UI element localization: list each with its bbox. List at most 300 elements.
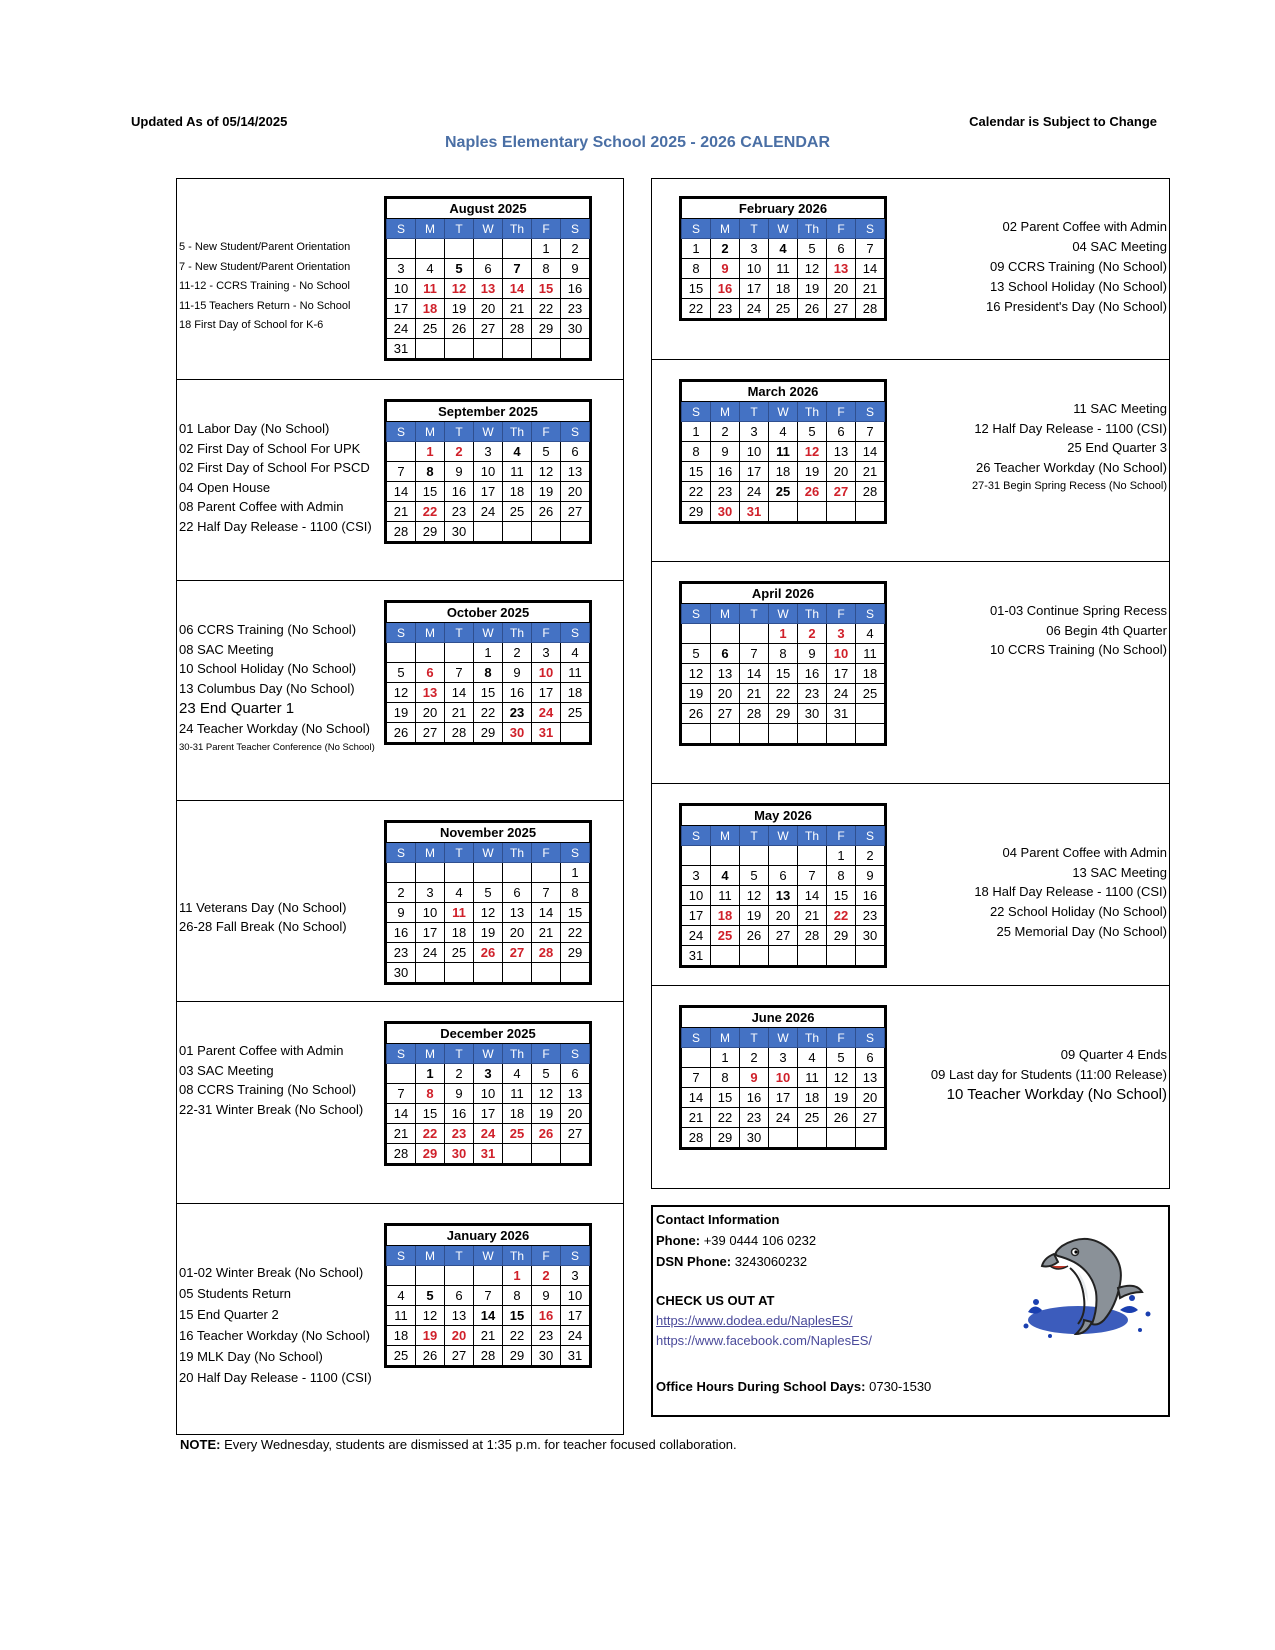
- weekday-header: M: [711, 826, 740, 846]
- section-january: [177, 1204, 623, 1434]
- day-cell: 20: [827, 279, 856, 299]
- day-cell: 2: [856, 846, 885, 866]
- day-cell: 11: [711, 886, 740, 906]
- day-cell: 12: [416, 1306, 445, 1326]
- note-text: Every Wednesday, students are dismissed at 1:35 p.m. for teacher focused collaboration.: [224, 1437, 737, 1452]
- empty-cell: [740, 624, 769, 644]
- weekday-header: S: [856, 604, 885, 624]
- day-cell: 19: [532, 1104, 561, 1124]
- empty-cell: [561, 339, 590, 359]
- dodea-link[interactable]: https://www.dodea.edu/NaplesES/: [656, 1313, 853, 1328]
- day-cell: 23: [503, 703, 532, 723]
- empty-cell: [445, 643, 474, 663]
- events-apr: [990, 601, 1167, 660]
- day-cell: 7: [387, 1084, 416, 1104]
- updated-date: Updated As of 05/14/2025: [131, 114, 288, 129]
- weekday-header: M: [416, 1246, 445, 1266]
- weekday-header: T: [445, 843, 474, 863]
- day-cell: 28: [532, 943, 561, 963]
- day-cell: 6: [445, 1286, 474, 1306]
- day-cell: 18: [503, 1104, 532, 1124]
- day-cell: 17: [769, 1088, 798, 1108]
- day-cell: 29: [474, 723, 503, 743]
- weekday-header: W: [474, 422, 503, 442]
- empty-cell: [798, 846, 827, 866]
- day-cell: 9: [711, 442, 740, 462]
- day-cell: 3: [416, 883, 445, 903]
- events-may: [974, 843, 1167, 942]
- day-cell: 30: [561, 319, 590, 339]
- weekday-header: S: [561, 623, 590, 643]
- weekday-header: M: [711, 604, 740, 624]
- day-cell: 13: [856, 1068, 885, 1088]
- day-cell: 17: [387, 299, 416, 319]
- day-cell: 27: [561, 502, 590, 522]
- event-item: 22-31 Winter Break (No School): [179, 1101, 364, 1117]
- empty-cell: [474, 239, 503, 259]
- event-item: 03 SAC Meeting: [179, 1062, 274, 1078]
- dolphin-mascot-icon: [1020, 1232, 1160, 1347]
- empty-cell: [711, 724, 740, 744]
- weekday-header: F: [532, 843, 561, 863]
- calendar-grid: [681, 381, 885, 522]
- day-cell: 14: [503, 279, 532, 299]
- day-cell: 30: [711, 502, 740, 522]
- day-cell: 20: [503, 923, 532, 943]
- day-cell: 19: [532, 482, 561, 502]
- day-cell: 21: [445, 703, 474, 723]
- weekday-header: Th: [503, 1044, 532, 1064]
- weekday-header: W: [769, 604, 798, 624]
- day-cell: 20: [445, 1326, 474, 1346]
- event-item: 08 CCRS Training (No School): [179, 1082, 357, 1098]
- day-cell: 8: [416, 1084, 445, 1104]
- event-item: 22 Half Day Release - 1100 (CSI): [179, 518, 372, 534]
- empty-cell: [503, 339, 532, 359]
- weekday-header: F: [827, 1028, 856, 1048]
- day-cell: 10: [387, 279, 416, 299]
- day-cell: 9: [561, 259, 590, 279]
- day-cell: 8: [474, 663, 503, 683]
- event-item: 11 SAC Meeting: [1073, 401, 1167, 416]
- empty-cell: [856, 502, 885, 522]
- day-cell: 30: [503, 723, 532, 743]
- event-item: 18 First Day of School for K-6: [179, 319, 324, 331]
- calendar-grid: [681, 1007, 885, 1148]
- empty-cell: [827, 946, 856, 966]
- weekday-header: F: [532, 1246, 561, 1266]
- day-cell: 12: [798, 442, 827, 462]
- month-name: March 2026: [682, 382, 885, 402]
- day-cell: 4: [387, 1286, 416, 1306]
- weekday-header: M: [711, 1028, 740, 1048]
- weekday-header: T: [445, 422, 474, 442]
- day-cell: 22: [416, 1124, 445, 1144]
- event-item: 01-02 Winter Break (No School): [179, 1265, 364, 1280]
- day-cell: 11: [769, 442, 798, 462]
- empty-cell: [416, 643, 445, 663]
- event-item: 08 SAC Meeting: [179, 641, 274, 657]
- calendar-grid: [386, 822, 590, 983]
- weekday-header: S: [387, 843, 416, 863]
- day-cell: 12: [798, 259, 827, 279]
- month-name: May 2026: [682, 806, 885, 826]
- weekday-header: S: [387, 422, 416, 442]
- day-cell: 1: [827, 846, 856, 866]
- day-cell: 11: [561, 663, 590, 683]
- empty-cell: [416, 339, 445, 359]
- day-cell: 23: [532, 1326, 561, 1346]
- day-cell: 8: [769, 644, 798, 664]
- event-item: 27-31 Begin Spring Recess (No School): [971, 480, 1167, 493]
- day-cell: 19: [798, 462, 827, 482]
- event-item: 11-15 Teachers Return - No School: [179, 299, 351, 312]
- day-cell: 7: [740, 644, 769, 664]
- day-cell: 28: [856, 482, 885, 502]
- day-cell: 27: [416, 723, 445, 743]
- event-item: 04 Open House: [179, 479, 271, 495]
- day-cell: 21: [740, 684, 769, 704]
- day-cell: 30: [798, 704, 827, 724]
- weekday-header: T: [445, 1044, 474, 1064]
- weekday-header: Th: [798, 402, 827, 422]
- event-item: 16 President's Day (No School): [986, 299, 1167, 314]
- day-cell: 28: [682, 1128, 711, 1148]
- day-cell: 27: [503, 943, 532, 963]
- day-cell: 21: [856, 462, 885, 482]
- day-cell: 3: [769, 1048, 798, 1068]
- day-cell: 24: [532, 703, 561, 723]
- empty-cell: [561, 522, 590, 542]
- day-cell: 6: [827, 422, 856, 442]
- event-item: 25 Memorial Day (No School): [996, 923, 1167, 939]
- event-item: 7 - New Student/Parent Orientation: [179, 260, 351, 273]
- event-item: 10 CCRS Training (No School): [989, 642, 1167, 658]
- day-cell: 25: [769, 299, 798, 319]
- day-cell: 21: [532, 923, 561, 943]
- facebook-link[interactable]: https://www.facebook.com/NaplesES/: [656, 1333, 873, 1348]
- events-aug: [179, 238, 350, 336]
- day-cell: 17: [474, 1104, 503, 1124]
- day-cell: 11: [856, 644, 885, 664]
- day-cell: 11: [416, 279, 445, 299]
- day-cell: 9: [532, 1286, 561, 1306]
- day-cell: 16: [387, 923, 416, 943]
- day-cell: 30: [740, 1128, 769, 1148]
- day-cell: 8: [711, 1068, 740, 1088]
- empty-cell: [682, 846, 711, 866]
- empty-cell: [387, 442, 416, 462]
- day-cell: 24: [740, 482, 769, 502]
- weekday-header: S: [682, 1028, 711, 1048]
- day-cell: 1: [474, 643, 503, 663]
- day-cell: 24: [682, 926, 711, 946]
- day-cell: 16: [532, 1306, 561, 1326]
- day-cell: 27: [769, 926, 798, 946]
- day-cell: 15: [682, 279, 711, 299]
- event-item: 09 Last day for Students (11:00 Release): [930, 1067, 1167, 1082]
- day-cell: 5: [798, 422, 827, 442]
- weekday-header: T: [740, 604, 769, 624]
- empty-cell: [532, 863, 561, 883]
- weekday-header: S: [561, 843, 590, 863]
- calendar-sep: [384, 399, 592, 544]
- weekday-header: S: [387, 623, 416, 643]
- event-item: 02 First Day of School For UPK: [179, 440, 361, 456]
- day-cell: 6: [416, 663, 445, 683]
- day-cell: 3: [532, 643, 561, 663]
- event-item: 26 Teacher Workday (No School): [975, 459, 1167, 475]
- empty-cell: [445, 863, 474, 883]
- section-april: [652, 562, 1169, 784]
- event-item: 10 School Holiday (No School): [179, 661, 357, 677]
- day-cell: 10: [416, 903, 445, 923]
- day-cell: 23: [711, 299, 740, 319]
- section-september: [177, 380, 623, 581]
- empty-cell: [827, 724, 856, 744]
- day-cell: 25: [798, 1108, 827, 1128]
- calendar-oct: [384, 600, 592, 745]
- day-cell: 1: [503, 1266, 532, 1286]
- weekday-header: F: [532, 422, 561, 442]
- empty-cell: [740, 846, 769, 866]
- day-cell: 12: [445, 279, 474, 299]
- day-cell: 27: [474, 319, 503, 339]
- event-item: 20 Half Day Release - 1100 (CSI): [179, 1370, 372, 1385]
- day-cell: 19: [474, 923, 503, 943]
- dodea-link-row: [656, 1313, 853, 1328]
- day-cell: 14: [798, 886, 827, 906]
- day-cell: 5: [740, 866, 769, 886]
- day-cell: 4: [503, 442, 532, 462]
- weekday-header: T: [740, 402, 769, 422]
- month-name: June 2026: [682, 1008, 885, 1028]
- day-cell: 25: [769, 482, 798, 502]
- day-cell: 1: [711, 1048, 740, 1068]
- event-item: 04 Parent Coffee with Admin: [1002, 845, 1167, 860]
- weekday-header: F: [532, 623, 561, 643]
- month-name: August 2025: [387, 199, 590, 219]
- event-item: 22 School Holiday (No School): [989, 904, 1167, 920]
- office-hours-label: Office Hours During School Days:: [656, 1379, 866, 1394]
- day-cell: 14: [532, 903, 561, 923]
- day-cell: 21: [387, 502, 416, 522]
- calendar-feb: [679, 196, 887, 321]
- event-item: 04 SAC Meeting: [1072, 239, 1167, 254]
- day-cell: 18: [769, 279, 798, 299]
- empty-cell: [532, 963, 561, 983]
- weekday-header: S: [682, 826, 711, 846]
- day-cell: 7: [682, 1068, 711, 1088]
- day-cell: 3: [827, 624, 856, 644]
- day-cell: 19: [387, 703, 416, 723]
- weekday-header: S: [856, 402, 885, 422]
- empty-cell: [416, 239, 445, 259]
- empty-cell: [387, 239, 416, 259]
- day-cell: 7: [503, 259, 532, 279]
- month-name: October 2025: [387, 603, 590, 623]
- empty-cell: [711, 946, 740, 966]
- weekday-header: Th: [798, 604, 827, 624]
- day-cell: 3: [740, 239, 769, 259]
- day-cell: 30: [445, 1144, 474, 1164]
- day-cell: 6: [769, 866, 798, 886]
- day-cell: 23: [798, 684, 827, 704]
- events-mar: [972, 399, 1167, 497]
- day-cell: 29: [561, 943, 590, 963]
- event-item: 25 End Quarter 3: [1067, 440, 1167, 456]
- day-cell: 5: [416, 1286, 445, 1306]
- day-cell: 29: [827, 926, 856, 946]
- day-cell: 3: [561, 1266, 590, 1286]
- day-cell: 1: [682, 422, 711, 442]
- events-nov: [179, 898, 347, 936]
- weekday-header: F: [532, 219, 561, 239]
- empty-cell: [503, 522, 532, 542]
- day-cell: 2: [711, 422, 740, 442]
- day-cell: 17: [827, 664, 856, 684]
- day-cell: 14: [740, 664, 769, 684]
- day-cell: 20: [856, 1088, 885, 1108]
- day-cell: 28: [740, 704, 769, 724]
- day-cell: 17: [682, 906, 711, 926]
- calendar-may: [679, 803, 887, 968]
- day-cell: 7: [445, 663, 474, 683]
- empty-cell: [711, 624, 740, 644]
- day-cell: 22: [416, 502, 445, 522]
- day-cell: 22: [827, 906, 856, 926]
- day-cell: 12: [532, 462, 561, 482]
- day-cell: 22: [711, 1108, 740, 1128]
- day-cell: 9: [856, 866, 885, 886]
- day-cell: 20: [769, 906, 798, 926]
- day-cell: 8: [827, 866, 856, 886]
- weekday-header: S: [856, 1028, 885, 1048]
- day-cell: 17: [416, 923, 445, 943]
- section-november: [177, 801, 623, 1002]
- day-cell: 22: [682, 482, 711, 502]
- event-item: 09 CCRS Training (No School): [989, 259, 1167, 274]
- weekday-header: T: [445, 1246, 474, 1266]
- weekday-header: W: [474, 219, 503, 239]
- empty-cell: [682, 1048, 711, 1068]
- empty-cell: [856, 946, 885, 966]
- weekday-header: F: [827, 402, 856, 422]
- day-cell: 24: [474, 502, 503, 522]
- empty-cell: [532, 1144, 561, 1164]
- section-june: [652, 986, 1169, 1188]
- weekday-header: S: [561, 219, 590, 239]
- weekday-header: T: [445, 623, 474, 643]
- day-cell: 3: [474, 1064, 503, 1084]
- day-cell: 14: [856, 259, 885, 279]
- day-cell: 8: [682, 259, 711, 279]
- day-cell: 10: [769, 1068, 798, 1088]
- empty-cell: [740, 724, 769, 744]
- day-cell: 18: [416, 299, 445, 319]
- empty-cell: [474, 863, 503, 883]
- day-cell: 11: [503, 1084, 532, 1104]
- weekday-header: M: [416, 219, 445, 239]
- empty-cell: [856, 724, 885, 744]
- events-jun: [931, 1045, 1167, 1105]
- day-cell: 23: [740, 1108, 769, 1128]
- day-cell: 3: [474, 442, 503, 462]
- day-cell: 31: [827, 704, 856, 724]
- day-cell: 7: [474, 1286, 503, 1306]
- empty-cell: [856, 704, 885, 724]
- day-cell: 24: [387, 319, 416, 339]
- day-cell: 3: [387, 259, 416, 279]
- calendar-dec: [384, 1021, 592, 1166]
- day-cell: 13: [503, 903, 532, 923]
- day-cell: 2: [711, 239, 740, 259]
- day-cell: 10: [682, 886, 711, 906]
- day-cell: 29: [769, 704, 798, 724]
- day-cell: 31: [474, 1144, 503, 1164]
- event-item: 19 MLK Day (No School): [179, 1349, 323, 1364]
- day-cell: 31: [561, 1346, 590, 1366]
- dsn-number: 3243060232: [734, 1254, 808, 1269]
- weekday-header: S: [682, 604, 711, 624]
- day-cell: 25: [856, 684, 885, 704]
- day-cell: 29: [416, 522, 445, 542]
- day-cell: 24: [827, 684, 856, 704]
- empty-cell: [503, 239, 532, 259]
- weekday-header: T: [740, 219, 769, 239]
- day-cell: 18: [503, 482, 532, 502]
- day-cell: 21: [503, 299, 532, 319]
- day-cell: 16: [561, 279, 590, 299]
- phone-number: +39 0444 106 0232: [703, 1233, 817, 1248]
- day-cell: 18: [798, 1088, 827, 1108]
- weekday-header: Th: [798, 219, 827, 239]
- day-cell: 24: [740, 299, 769, 319]
- calendar-grid: [386, 1225, 590, 1366]
- empty-cell: [827, 1128, 856, 1148]
- day-cell: 4: [445, 883, 474, 903]
- calendar-nov: [384, 820, 592, 985]
- empty-cell: [445, 1266, 474, 1286]
- event-item: 18 Half Day Release - 1100 (CSI): [974, 884, 1167, 900]
- day-cell: 14: [445, 683, 474, 703]
- empty-cell: [682, 724, 711, 744]
- day-cell: 15: [561, 903, 590, 923]
- empty-cell: [711, 846, 740, 866]
- event-item: 11 Veterans Day (No School): [179, 900, 347, 915]
- day-cell: 30: [856, 926, 885, 946]
- weekday-header: S: [682, 402, 711, 422]
- day-cell: 21: [474, 1326, 503, 1346]
- day-cell: 23: [856, 906, 885, 926]
- calendar-apr: [679, 581, 887, 746]
- day-cell: 11: [503, 462, 532, 482]
- day-cell: 12: [740, 886, 769, 906]
- day-cell: 1: [769, 624, 798, 644]
- event-item: 13 Columbus Day (No School): [179, 681, 355, 697]
- day-cell: 2: [532, 1266, 561, 1286]
- day-cell: 26: [798, 482, 827, 502]
- day-cell: 4: [769, 239, 798, 259]
- day-cell: 6: [856, 1048, 885, 1068]
- day-cell: 15: [416, 482, 445, 502]
- day-cell: 3: [740, 422, 769, 442]
- day-cell: 5: [532, 442, 561, 462]
- empty-cell: [769, 1128, 798, 1148]
- weekday-header: W: [769, 1028, 798, 1048]
- day-cell: 16: [503, 683, 532, 703]
- event-item: 10 Teacher Workday (No School): [946, 1086, 1167, 1103]
